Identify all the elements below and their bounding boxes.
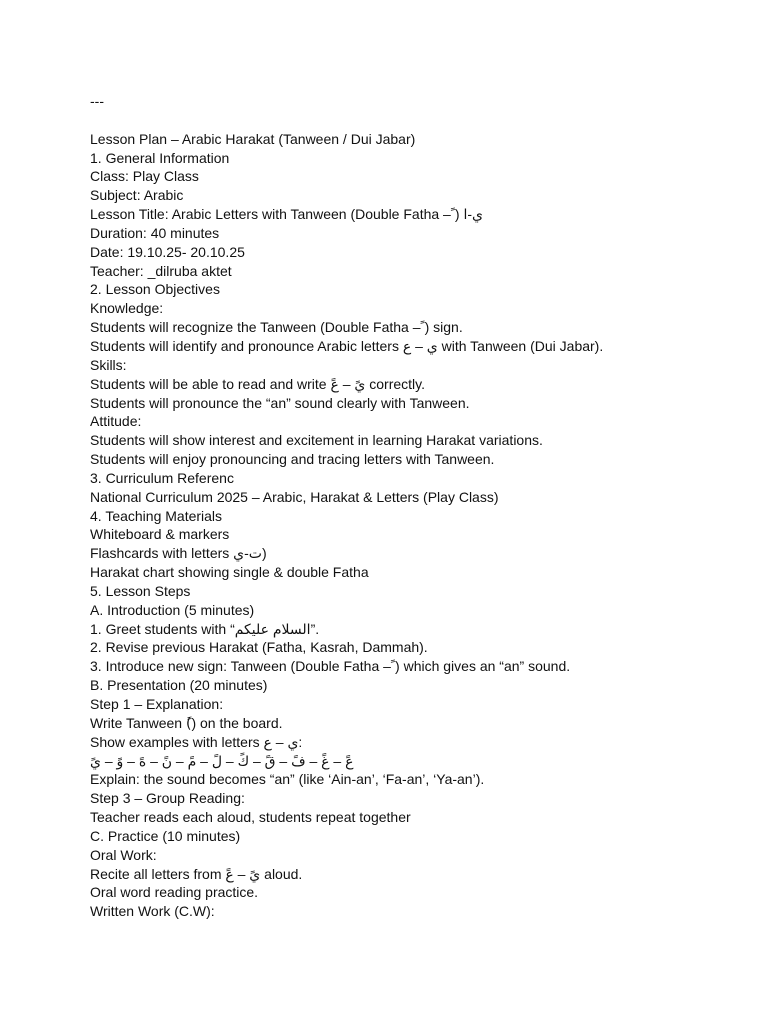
section-heading-lesson-objectives: 2. Lesson Objectives [90,281,220,298]
subheading-introduction: A. Introduction (5 minutes) [90,601,255,618]
subheading-presentation: B. Presentation (20 minutes) [90,677,268,694]
subject-line: Subject: Arabic [90,187,184,204]
objective-line: Students will show interest and excitement in learning Harakat variations. [90,432,543,449]
section-heading-lesson-steps: 5. Lesson Steps [90,582,191,599]
step-line: 2. Revise previous Harakat (Fatha, Kasrah, Dammah). [90,639,428,656]
objective-line: Students will pronounce the “an” sound clearly with Tanween. [90,394,470,411]
material-item: Whiteboard & markers [90,526,230,543]
step-line: 1. Greet students with “السلام عليكم”. [90,620,320,637]
subheading-written-work: Written Work (C.W): [90,903,215,920]
duration-line: Duration: 40 minutes [90,224,220,241]
section-heading-general-information: 1. General Information [90,149,230,166]
subheading-practice: C. Practice (10 minutes) [90,827,241,844]
step-line: Teacher reads each aloud, students repeat together [90,809,411,826]
subheading-knowledge: Knowledge: [90,300,164,317]
document-title: Lesson Plan – Arabic Harakat (Tanween / Dui Jabar) [90,130,416,147]
subheading-oral-work: Oral Work: [90,846,157,863]
blank-line [90,111,730,130]
section-heading-teaching-materials: 4. Teaching Materials [90,507,223,524]
section-heading-curriculum-reference: 3. Curriculum Referenc [90,469,234,486]
objective-line: Students will enjoy pronouncing and tracing letters with Tanween. [90,451,495,468]
subheading-skills: Skills: [90,356,127,373]
lesson-title-line: Lesson Title: Arabic Letters with Tanween (Double Fatha – ً) ي-ا [90,206,484,223]
step-heading: Step 3 – Group Reading: [90,790,245,807]
separator-line: --- [90,93,104,109]
objective-line: Students will recognize the Tanween (Double Fatha – ً) sign. [90,319,463,336]
step-line: 3. Introduce new sign: Tanween (Double Fatha – ً) which gives an “an” sound. [90,658,571,675]
step-heading: Step 1 – Explanation: [90,696,224,712]
arabic-letters-line: عً – غً – فً – قً – كً – لً – مً – نً – هً – وً – يً [90,752,354,769]
objective-line: Students will be able to read and write يً – عً correctly. [90,375,426,392]
date-line: Date: 19.10.25- 20.10.25 [90,243,245,260]
step-line: Show examples with letters ي – ع: [90,733,303,750]
class-line: Class: Play Class [90,168,199,185]
step-line: Write Tanween (ً) on the board. [90,714,283,731]
curriculum-line: National Curriculum 2025 – Arabic, Harakat & Letters (Play Class) [90,488,499,505]
teacher-line: Teacher: _dilruba aktet [90,262,232,279]
subheading-attitude: Attitude: [90,413,142,430]
step-line: Recite all letters from يً – عً aloud. [90,865,303,882]
material-item: Harakat chart showing single & double Fatha [90,564,369,581]
objective-line: Students will identify and pronounce Arabic letters ي – ع with Tanween (Dui Jabar). [90,337,604,354]
step-line: Explain: the sound becomes “an” (like ‘Ain-an’, ‘Fa-an’, ‘Ya-an’). [90,771,485,788]
step-line: Oral word reading practice. [90,884,259,901]
material-item: Flashcards with letters ت-ي) [90,545,267,562]
lesson-plan-document [90,92,730,921]
